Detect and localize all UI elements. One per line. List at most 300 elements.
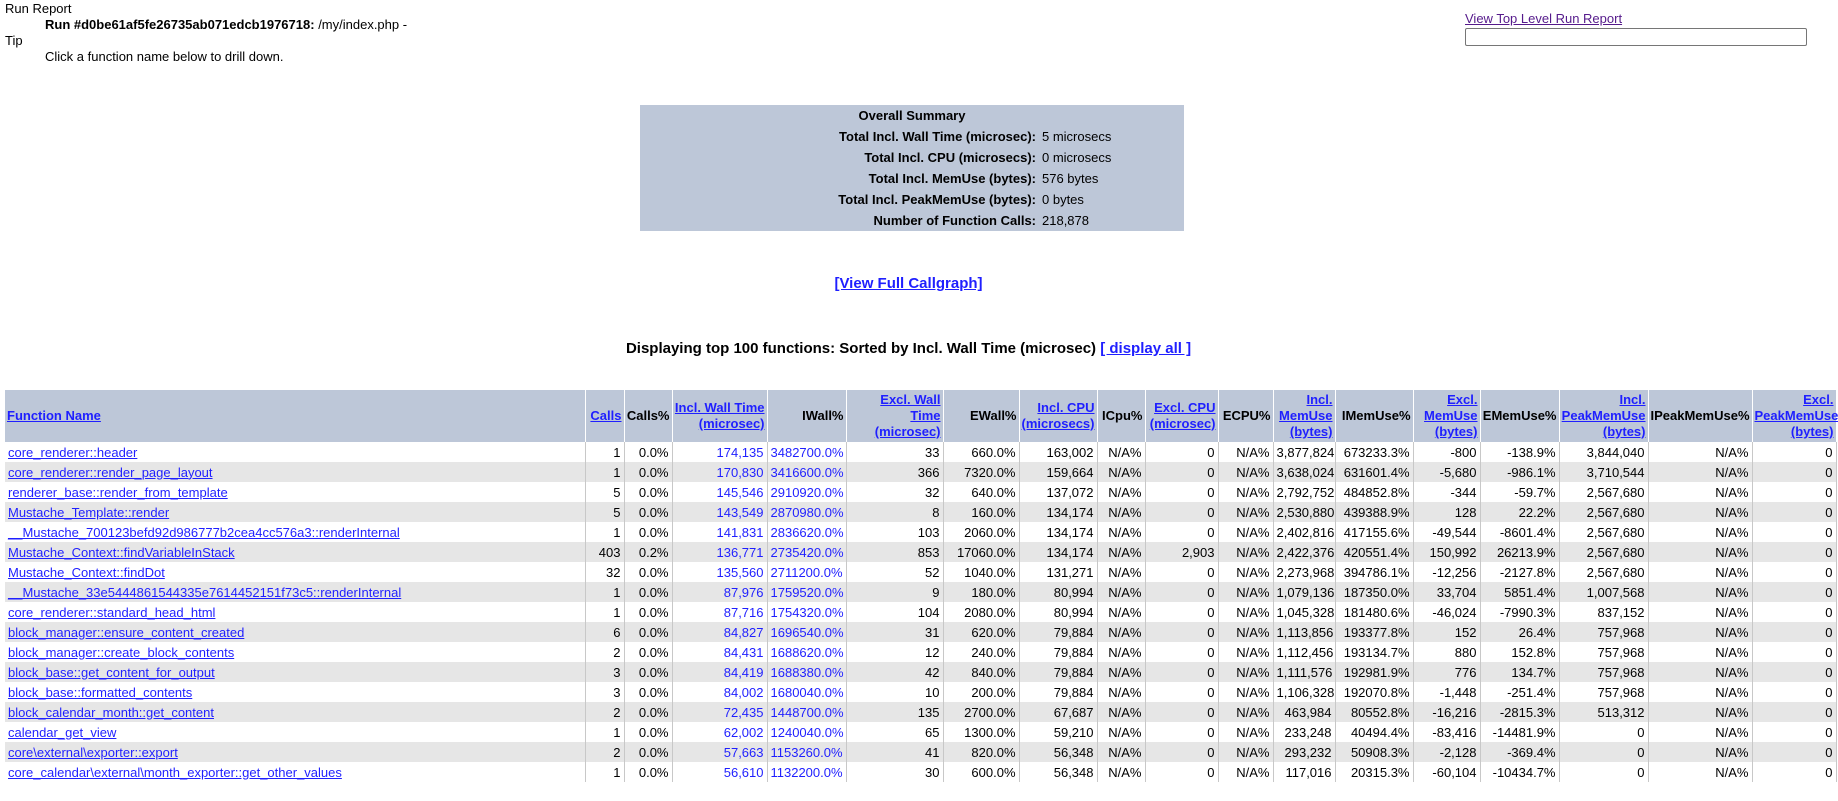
table-cell: 2,530,880 — [1273, 502, 1335, 522]
table-cell: 0.0% — [624, 742, 672, 762]
table-cell: -59.7% — [1480, 482, 1559, 502]
function-link[interactable]: Mustache_Context::findDot — [8, 564, 165, 580]
table-cell: N/A% — [1648, 522, 1752, 542]
table-cell: 0 — [1145, 582, 1218, 602]
table-cell: 439388.9% — [1335, 502, 1413, 522]
summary-label: Total Incl. PeakMemUse (bytes): — [838, 192, 1036, 207]
table-row — [5, 742, 1836, 762]
table-row — [5, 442, 1836, 462]
table-cell: N/A% — [1097, 582, 1145, 602]
function-link[interactable]: block_calendar_month::get_content — [8, 704, 214, 720]
table-cell: 181480.6% — [1335, 602, 1413, 622]
table-cell: -7990.3% — [1480, 602, 1559, 622]
table-cell: 31 — [846, 622, 943, 642]
column-header[interactable] — [1559, 390, 1648, 442]
summary-value: 5 microsecs — [1042, 129, 1112, 144]
table-cell: 62,002 — [672, 722, 767, 742]
table-cell: N/A% — [1218, 562, 1273, 582]
table-cell: 1 — [585, 762, 624, 782]
summary-label: Total Incl. MemUse (bytes): — [868, 171, 1036, 186]
table-cell — [5, 442, 585, 462]
table-cell: N/A% — [1648, 582, 1752, 602]
table-cell: 0.0% — [624, 502, 672, 522]
table-cell: 8 — [846, 502, 943, 522]
sort-link[interactable]: Excl. PeakMemUse (bytes) — [1754, 392, 1838, 439]
table-cell: 0.0% — [624, 482, 672, 502]
table-cell: 0 — [1145, 602, 1218, 622]
table-cell: 233,248 — [1273, 722, 1335, 742]
overall-summary — [640, 105, 1184, 231]
table-row — [5, 642, 1836, 662]
report-header — [5, 1, 408, 64]
table-cell: 26213.9% — [1480, 542, 1559, 562]
table-cell: 6 — [585, 622, 624, 642]
sort-link[interactable]: Excl. MemUse (bytes) — [1424, 392, 1478, 439]
table-cell: 660.0% — [943, 442, 1019, 462]
table-cell: N/A% — [1097, 702, 1145, 722]
table-cell: 420551.4% — [1335, 542, 1413, 562]
table-row — [5, 482, 1836, 502]
table-row — [5, 462, 1836, 482]
table-cell — [5, 762, 585, 782]
table-cell: 9 — [846, 582, 943, 602]
table-cell: N/A% — [1648, 762, 1752, 782]
table-cell: 2870980.0% — [767, 502, 846, 522]
column-header: IWall% — [767, 390, 846, 442]
table-cell: 3 — [585, 682, 624, 702]
table-cell: 840.0% — [943, 662, 1019, 682]
table-cell: -8601.4% — [1480, 522, 1559, 542]
summary-label: Number of Function Calls: — [873, 213, 1036, 228]
table-cell: N/A% — [1648, 682, 1752, 702]
table-cell: 30 — [846, 762, 943, 782]
table-cell: 1,007,568 — [1559, 582, 1648, 602]
table-cell — [5, 742, 585, 762]
table-cell: 0 — [1752, 542, 1836, 562]
table-cell: 0 — [1752, 562, 1836, 582]
table-cell: 240.0% — [943, 642, 1019, 662]
table-cell: 2,903 — [1145, 542, 1218, 562]
table-cell: 0 — [1752, 722, 1836, 742]
table-cell: 160.0% — [943, 502, 1019, 522]
table-cell: 42 — [846, 662, 943, 682]
table-cell: 1153260.0% — [767, 742, 846, 762]
table-cell: 41 — [846, 742, 943, 762]
table-cell: 776 — [1413, 662, 1480, 682]
table-cell: 3482700.0% — [767, 442, 846, 462]
function-link[interactable]: block_manager::ensure_content_created — [8, 624, 245, 640]
function-link[interactable]: block_base::formatted_contents — [8, 684, 193, 700]
summary-value: 0 bytes — [1042, 192, 1084, 207]
summary-row — [640, 168, 1184, 189]
report-title: Run Report — [5, 1, 72, 16]
table-cell: 117,016 — [1273, 762, 1335, 782]
table-cell: N/A% — [1218, 482, 1273, 502]
table-row — [5, 622, 1836, 642]
table-cell: 757,968 — [1559, 642, 1648, 662]
sort-link[interactable]: Calls — [590, 408, 622, 423]
table-cell: 1300.0% — [943, 722, 1019, 742]
table-cell: 757,968 — [1559, 662, 1648, 682]
table-cell: N/A% — [1097, 442, 1145, 462]
table-cell: N/A% — [1218, 522, 1273, 542]
table-cell: 1,112,456 — [1273, 642, 1335, 662]
table-cell: 2,273,968 — [1273, 562, 1335, 582]
table-cell: 65 — [846, 722, 943, 742]
table-cell: N/A% — [1218, 542, 1273, 562]
table-cell: -5,680 — [1413, 462, 1480, 482]
table-cell: 0 — [1752, 662, 1836, 682]
table-cell — [5, 582, 585, 602]
sort-link[interactable]: Incl. CPU (microsecs) — [1021, 400, 1095, 431]
table-cell: -10434.7% — [1480, 762, 1559, 782]
table-cell: 2735420.0% — [767, 542, 846, 562]
table-cell: N/A% — [1097, 682, 1145, 702]
table-cell: 32 — [585, 562, 624, 582]
table-cell: 134,174 — [1019, 522, 1097, 542]
table-cell: 1 — [585, 522, 624, 542]
table-cell: 1 — [585, 582, 624, 602]
column-header[interactable] — [1273, 390, 1335, 442]
table-cell: N/A% — [1648, 502, 1752, 522]
function-link[interactable]: block_manager::create_block_contents — [8, 644, 235, 660]
table-row — [5, 682, 1836, 702]
display-text: Displaying top 100 functions: Sorted by Incl. Wall Time (microsec) — [625, 340, 1097, 357]
table-cell: 0 — [1559, 722, 1648, 742]
table-cell: 1132200.0% — [767, 762, 846, 782]
table-cell: 84,002 — [672, 682, 767, 702]
table-cell: -46,024 — [1413, 602, 1480, 622]
table-cell: 134.7% — [1480, 662, 1559, 682]
table-cell: 135 — [846, 702, 943, 722]
table-cell: N/A% — [1218, 602, 1273, 622]
sort-link[interactable]: Incl. PeakMemUse (bytes) — [1561, 392, 1646, 439]
top-level-run-report-link[interactable]: View Top Level Run Report — [1465, 11, 1623, 26]
table-cell: N/A% — [1097, 522, 1145, 542]
column-header[interactable] — [5, 390, 585, 442]
table-row — [5, 602, 1836, 622]
table-cell — [5, 462, 585, 482]
table-cell: 187350.0% — [1335, 582, 1413, 602]
table-cell: -2127.8% — [1480, 562, 1559, 582]
table-cell — [5, 562, 585, 582]
table-cell — [5, 682, 585, 702]
table-cell: 87,716 — [672, 602, 767, 622]
table-cell: N/A% — [1218, 642, 1273, 662]
table-cell: N/A% — [1218, 742, 1273, 762]
table-cell: 137,072 — [1019, 482, 1097, 502]
table-cell: 7320.0% — [943, 462, 1019, 482]
summary-caption: Overall Summary — [858, 108, 966, 123]
table-cell: N/A% — [1648, 462, 1752, 482]
table-row — [5, 722, 1836, 742]
table-cell: 0.0% — [624, 622, 672, 642]
column-header[interactable] — [1145, 390, 1218, 442]
table-cell: N/A% — [1097, 562, 1145, 582]
column-header[interactable] — [1752, 390, 1836, 442]
function-link[interactable]: __Mustache_33e5444861544335e7614452151f73c5::renderInternal — [8, 584, 402, 600]
table-cell: 820.0% — [943, 742, 1019, 762]
functions-table — [5, 390, 1837, 782]
table-cell: 484852.8% — [1335, 482, 1413, 502]
table-cell: -138.9% — [1480, 442, 1559, 462]
table-cell: 0 — [1145, 442, 1218, 462]
table-cell: 59,210 — [1019, 722, 1097, 742]
table-cell: N/A% — [1648, 442, 1752, 462]
column-header: EMemUse% — [1480, 390, 1559, 442]
table-cell: 0.0% — [624, 702, 672, 722]
table-cell: 3 — [585, 662, 624, 682]
sort-link[interactable]: Excl. CPU (microsec) — [1149, 400, 1216, 431]
table-cell: -344 — [1413, 482, 1480, 502]
table-cell: 134,174 — [1019, 502, 1097, 522]
table-cell: 2,402,816 — [1273, 522, 1335, 542]
column-header[interactable] — [1019, 390, 1097, 442]
table-cell: 1759520.0% — [767, 582, 846, 602]
column-header[interactable] — [585, 390, 624, 442]
table-cell: N/A% — [1097, 762, 1145, 782]
table-cell: -83,416 — [1413, 722, 1480, 742]
table-cell: 0.0% — [624, 582, 672, 602]
function-link[interactable]: core\external\exporter::export — [8, 744, 178, 760]
table-cell: 56,348 — [1019, 742, 1097, 762]
table-cell: 2,567,680 — [1559, 502, 1648, 522]
column-header[interactable] — [1413, 390, 1480, 442]
table-cell: 0 — [1145, 742, 1218, 762]
table-cell: 0 — [1145, 462, 1218, 482]
table-cell: -16,216 — [1413, 702, 1480, 722]
table-cell: 0 — [1752, 702, 1836, 722]
table-cell: 2836620.0% — [767, 522, 846, 542]
table-cell — [5, 722, 585, 742]
table-cell: 22.2% — [1480, 502, 1559, 522]
table-cell: 192981.9% — [1335, 662, 1413, 682]
table-cell: 0 — [1752, 582, 1836, 602]
table-cell: 0 — [1752, 442, 1836, 462]
table-cell: 5 — [585, 502, 624, 522]
table-cell: 757,968 — [1559, 682, 1648, 702]
column-header: ICpu% — [1097, 390, 1145, 442]
table-cell — [5, 482, 585, 502]
table-cell: 0 — [1752, 602, 1836, 622]
table-cell: -2815.3% — [1480, 702, 1559, 722]
column-header: IPeakMemUse% — [1648, 390, 1752, 442]
function-link[interactable]: block_base::get_content_for_output — [8, 664, 215, 680]
column-header: ECPU% — [1218, 390, 1273, 442]
table-cell: 2700.0% — [943, 702, 1019, 722]
column-header[interactable] — [672, 390, 767, 442]
table-cell: N/A% — [1097, 622, 1145, 642]
table-cell: 145,546 — [672, 482, 767, 502]
sort-link[interactable]: Function Name — [7, 408, 101, 423]
table-cell: 1040.0% — [943, 562, 1019, 582]
table-cell — [5, 522, 585, 542]
table-cell: 33 — [846, 442, 943, 462]
table-row — [5, 662, 1836, 682]
table-cell: 3,877,824 — [1273, 442, 1335, 462]
table-row — [5, 562, 1836, 582]
table-cell: N/A% — [1097, 662, 1145, 682]
table-cell: 136,771 — [672, 542, 767, 562]
function-link[interactable]: core_renderer::render_page_layout — [8, 464, 213, 480]
table-cell: 2,567,680 — [1559, 562, 1648, 582]
table-cell: 0.0% — [624, 662, 672, 682]
table-cell: 32 — [846, 482, 943, 502]
table-cell: 0 — [1145, 682, 1218, 702]
table-row — [5, 702, 1836, 722]
sort-link[interactable]: Incl. MemUse (bytes) — [1279, 392, 1333, 439]
table-cell: 0 — [1752, 482, 1836, 502]
table-cell: 0.0% — [624, 602, 672, 622]
table-cell: 104 — [846, 602, 943, 622]
table-cell: N/A% — [1218, 622, 1273, 642]
tip-label: Tip — [5, 33, 23, 48]
table-cell: 1 — [585, 442, 624, 462]
table-cell: 2080.0% — [943, 602, 1019, 622]
column-header: EWall% — [943, 390, 1019, 442]
table-cell: -986.1% — [1480, 462, 1559, 482]
function-link[interactable]: core_calendar\external\month_exporter::get_other_values — [8, 764, 342, 780]
table-cell: -60,104 — [1413, 762, 1480, 782]
table-cell: 1754320.0% — [767, 602, 846, 622]
table-cell: 50908.3% — [1335, 742, 1413, 762]
table-row — [5, 542, 1836, 562]
table-cell — [5, 642, 585, 662]
table-cell: 853 — [846, 542, 943, 562]
table-cell: 0 — [1145, 482, 1218, 502]
function-search-input[interactable] — [1465, 28, 1807, 46]
table-cell: 79,884 — [1019, 682, 1097, 702]
summary-label: Total Incl. Wall Time (microsec): — [839, 129, 1036, 144]
table-cell: 0 — [1145, 502, 1218, 522]
table-cell — [5, 502, 585, 522]
summary-value: 218,878 — [1042, 213, 1089, 228]
table-cell: 837,152 — [1559, 602, 1648, 622]
table-cell: 56,348 — [1019, 762, 1097, 782]
table-cell: 1,111,576 — [1273, 662, 1335, 682]
table-cell: 0 — [1145, 762, 1218, 782]
run-path: /my/index.php - — [318, 17, 408, 32]
table-cell — [5, 622, 585, 642]
table-cell: 80552.8% — [1335, 702, 1413, 722]
table-cell: 57,663 — [672, 742, 767, 762]
table-cell: 163,002 — [1019, 442, 1097, 462]
column-header[interactable] — [846, 390, 943, 442]
table-cell: 1,106,328 — [1273, 682, 1335, 702]
table-cell: N/A% — [1648, 622, 1752, 642]
table-cell: 2910920.0% — [767, 482, 846, 502]
function-link[interactable]: core_renderer::standard_head_html — [8, 604, 216, 620]
table-cell: 152.8% — [1480, 642, 1559, 662]
table-cell: N/A% — [1097, 722, 1145, 742]
table-cell: 0 — [1752, 682, 1836, 702]
table-cell: 141,831 — [672, 522, 767, 542]
sort-link[interactable]: Excl. Wall Time (microsec) — [874, 392, 941, 439]
table-cell — [5, 542, 585, 562]
table-cell: 2,792,752 — [1273, 482, 1335, 502]
table-cell: N/A% — [1097, 502, 1145, 522]
table-cell: 80,994 — [1019, 582, 1097, 602]
table-cell: N/A% — [1218, 722, 1273, 742]
table-cell: N/A% — [1648, 662, 1752, 682]
table-cell: 0 — [1145, 662, 1218, 682]
table-cell: 1688380.0% — [767, 662, 846, 682]
table-cell: 0 — [1559, 742, 1648, 762]
table-cell: -251.4% — [1480, 682, 1559, 702]
table-cell: 72,435 — [672, 702, 767, 722]
table-cell: -1,448 — [1413, 682, 1480, 702]
table-row — [5, 522, 1836, 542]
table-cell: -369.4% — [1480, 742, 1559, 762]
sort-link[interactable]: Incl. Wall Time (microsec) — [674, 400, 765, 431]
table-cell: 87,976 — [672, 582, 767, 602]
table-cell: 1,045,328 — [1273, 602, 1335, 622]
table-cell: 417155.6% — [1335, 522, 1413, 542]
table-cell: 103 — [846, 522, 943, 542]
table-cell: 0 — [1145, 562, 1218, 582]
table-cell: 180.0% — [943, 582, 1019, 602]
table-cell: N/A% — [1218, 582, 1273, 602]
table-cell: 128 — [1413, 502, 1480, 522]
table-cell: 1448700.0% — [767, 702, 846, 722]
table-cell: 170,830 — [672, 462, 767, 482]
table-cell: N/A% — [1097, 602, 1145, 622]
table-cell: 52 — [846, 562, 943, 582]
table-cell: 0 — [1559, 762, 1648, 782]
table-cell: 152 — [1413, 622, 1480, 642]
summary-value: 0 microsecs — [1042, 150, 1112, 165]
tip-text: Click a function name below to drill down. — [45, 49, 284, 64]
summary-label: Total Incl. CPU (microsecs): — [864, 150, 1036, 165]
table-cell: 0 — [1752, 462, 1836, 482]
function-link[interactable]: renderer_base::render_from_template — [8, 484, 228, 500]
view-full-callgraph-link[interactable]: [View Full Callgraph] — [834, 275, 983, 292]
table-cell: 757,968 — [1559, 622, 1648, 642]
table-cell: 394786.1% — [1335, 562, 1413, 582]
table-cell: 1680040.0% — [767, 682, 846, 702]
table-cell: 79,884 — [1019, 622, 1097, 642]
table-cell: 84,419 — [672, 662, 767, 682]
function-link[interactable]: core_renderer::header — [8, 444, 138, 460]
table-cell: N/A% — [1097, 482, 1145, 502]
table-cell: 134,174 — [1019, 542, 1097, 562]
table-cell: 1 — [585, 602, 624, 622]
function-link[interactable]: Mustache_Template::render — [8, 504, 170, 520]
table-cell: 2 — [585, 642, 624, 662]
table-cell: 79,884 — [1019, 662, 1097, 682]
table-cell: 2,567,680 — [1559, 522, 1648, 542]
table-cell: 33,704 — [1413, 582, 1480, 602]
function-link[interactable]: Mustache_Context::findVariableInStack — [8, 544, 235, 560]
table-cell: 620.0% — [943, 622, 1019, 642]
table-cell: 84,827 — [672, 622, 767, 642]
table-cell: N/A% — [1097, 542, 1145, 562]
function-link[interactable]: __Mustache_700123befd92d986777b2cea4cc576a3::renderInternal — [8, 524, 400, 540]
table-cell: 3,638,024 — [1273, 462, 1335, 482]
table-cell: N/A% — [1218, 762, 1273, 782]
table-cell: N/A% — [1648, 702, 1752, 722]
table-cell: 150,992 — [1413, 542, 1480, 562]
table-cell: 5851.4% — [1480, 582, 1559, 602]
function-link[interactable]: calendar_get_view — [8, 724, 117, 740]
table-cell: N/A% — [1218, 502, 1273, 522]
table-cell: 1 — [585, 722, 624, 742]
display-all-link[interactable]: [ display all ] — [1100, 340, 1192, 357]
table-cell: 880 — [1413, 642, 1480, 662]
display-heading — [0, 340, 1817, 357]
table-cell — [5, 702, 585, 722]
table-cell: N/A% — [1648, 602, 1752, 622]
